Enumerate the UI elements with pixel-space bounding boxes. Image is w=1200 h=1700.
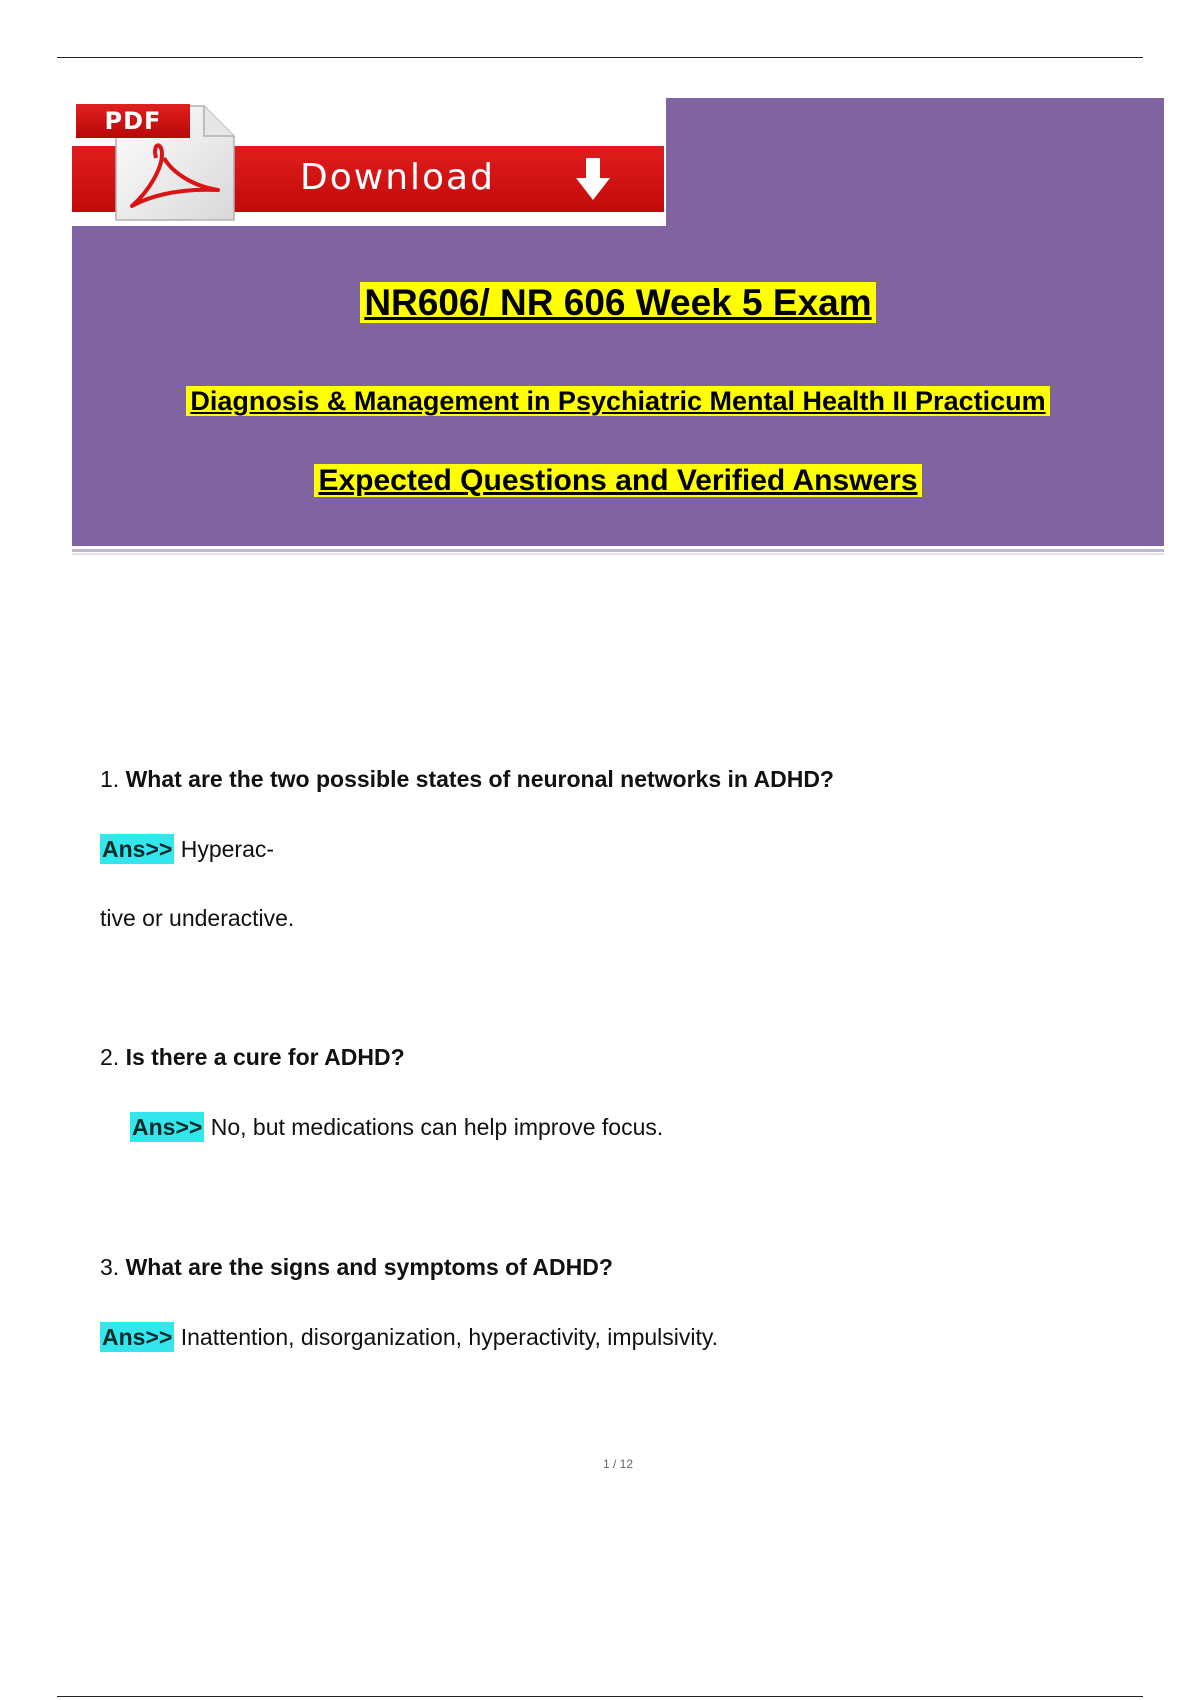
answer-text: Inattention, disorganization, hyperactivity, impulsivity.: [180, 1324, 719, 1350]
pdf-tag: PDF: [76, 104, 190, 138]
answer-3: [100, 1324, 718, 1351]
answer-text: No, but medications can help improve focus.: [210, 1114, 664, 1140]
answer-text-line1: Hyperac-: [180, 836, 275, 862]
answer-1-continued: [100, 905, 294, 932]
answer-1: [100, 836, 274, 863]
download-label[interactable]: Download: [300, 157, 495, 198]
question-2: [100, 1044, 405, 1071]
document-subtitle-2: [72, 464, 1164, 498]
question-text: What are the two possible states of neuronal networks in ADHD?: [125, 766, 834, 792]
download-arrow-icon: [570, 156, 616, 202]
document-subtitle: [72, 386, 1164, 417]
banner-bottom-line: [72, 549, 1164, 552]
question-3: [100, 1254, 613, 1281]
document-title: [72, 282, 1164, 324]
question-number: 1.: [100, 766, 120, 792]
question-text: Is there a cure for ADHD?: [125, 1044, 405, 1070]
question-1: [100, 766, 834, 793]
document-title-text: NR606/ NR 606 Week 5 Exam: [360, 282, 875, 323]
answer-2: [130, 1114, 663, 1141]
page-number: 1 / 12: [602, 1457, 634, 1471]
question-text: What are the signs and symptoms of ADHD?: [125, 1254, 613, 1280]
question-number: 3.: [100, 1254, 120, 1280]
bottom-rule: [57, 1696, 1143, 1697]
document-subtitle-text: Diagnosis & Management in Psychiatric Mental Health II Practicum: [186, 386, 1049, 416]
answer-label: Ans>>: [102, 836, 173, 862]
answer-label: Ans>>: [132, 1114, 203, 1140]
top-rule: [57, 57, 1143, 58]
question-number: 2.: [100, 1044, 120, 1070]
answer-label: Ans>>: [102, 1324, 173, 1350]
banner-bottom-line-light: [72, 553, 1164, 555]
answer-text-line2: tive or underactive.: [100, 905, 295, 931]
document-subtitle-2-text: Expected Questions and Verified Answers: [314, 464, 921, 497]
